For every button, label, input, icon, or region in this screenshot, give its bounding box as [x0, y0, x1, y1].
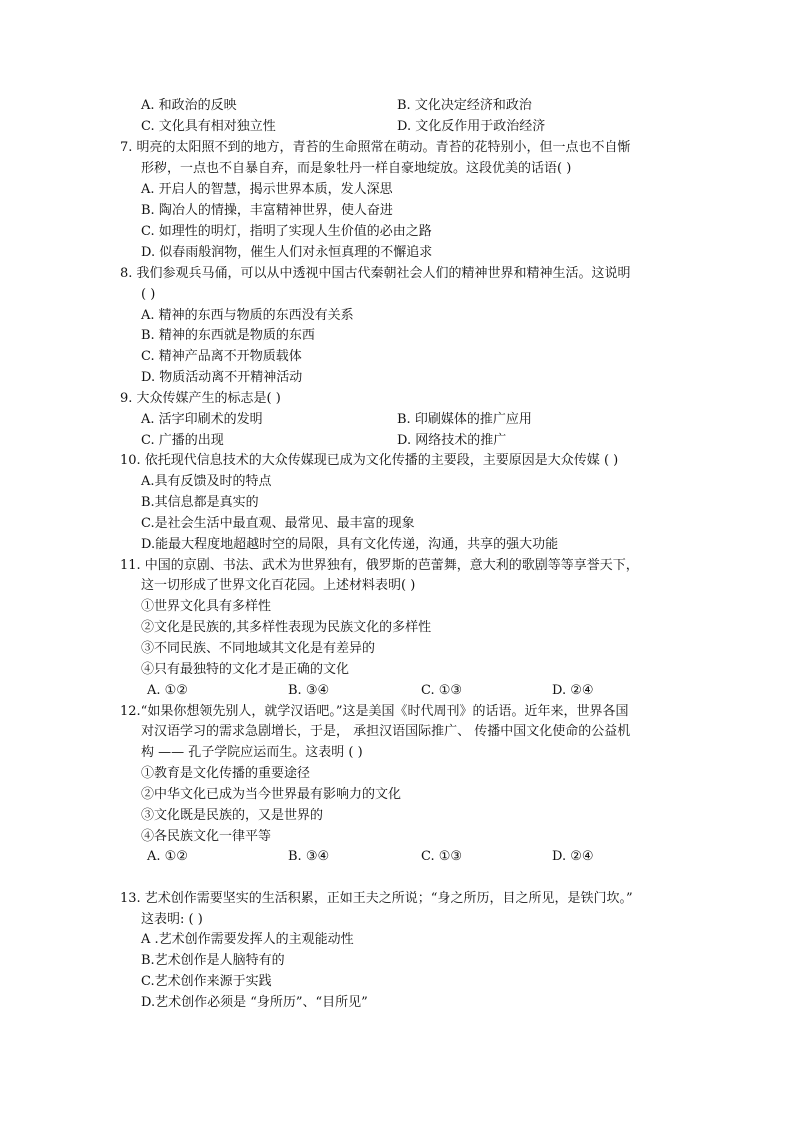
q12-stem-line2: 对汉语学习的需求急剧增长，于是， 承担汉语国际推广、 传播中国文化使命的公益机	[141, 724, 631, 739]
q13-stem-line2: 这表明: ( )	[141, 912, 203, 927]
q7-option-d: D. 似春雨般润物，催生人们对永恒真理的不懈追求	[141, 245, 433, 260]
q7-option-a: A. 开启人的智慧，揭示世界本质，发人深思	[141, 182, 393, 197]
q12-stem-line1: 12.“如果你想领先别人，就学汉语吧。”这是美国《时代周刊》的话语。近年来，世界各国	[120, 704, 629, 719]
q7-option-c: C. 如理性的明灯，指明了实现人生价值的必由之路	[141, 224, 432, 239]
q11-statement-4: ④只有最独特的文化才是正确的文化	[141, 662, 350, 677]
q6-option-b: B. 文化决定经济和政治	[397, 98, 532, 113]
q6-option-d: D. 文化反作用于政治经济	[397, 119, 546, 134]
q11-stem-line2: 这一切形成了世界文化百花园。上述材料表明( )	[141, 578, 416, 593]
q11-choice-b: B. ③④	[288, 683, 330, 698]
q10-option-c: C.是社会生活中最直观、最常见、最丰富的现象	[141, 516, 415, 531]
q10-option-b: B.其信息都是真实的	[141, 495, 259, 510]
q12-statement-1: ①教育是文化传播的重要途径	[141, 766, 311, 781]
q10-stem: 10. 依托现代信息技术的大众传媒现已成为文化传播的主要段，主要原因是大众传媒 ( )	[120, 453, 619, 468]
q9-option-a: A. 活字印刷术的发明	[141, 412, 263, 427]
q13-stem-line1: 13. 艺术创作需要坚实的生活积累，正如王夫之所说；“身之所历，目之所见，是铁门坎。”	[120, 891, 633, 906]
q12-choice-c: C. ①③	[421, 849, 463, 864]
q7-stem-line1: 7. 明亮的太阳照不到的地方，青苔的生命照常在萌动。青苔的花特别小，但一点也不自惭	[120, 140, 631, 155]
q10-option-d: D.能最大程度地超越时空的局限，具有文化传递，沟通，共享的强大功能	[141, 537, 559, 552]
q11-choice-a: A. ①②	[147, 683, 188, 698]
q11-choice-c: C. ①③	[421, 683, 463, 698]
q13-option-a: A .艺术创作需要发挥人的主观能动性	[141, 932, 354, 947]
q11-statement-1: ①世界文化具有多样性	[141, 599, 272, 614]
q12-statement-3: ③文化既是民族的，又是世界的	[141, 808, 324, 823]
q6-option-a: A. 和政治的反映	[141, 98, 237, 113]
q9-stem: 9. 大众传媒产生的标志是( )	[120, 391, 281, 406]
q8-option-d: D. 物质活动离不开精神活动	[141, 370, 303, 385]
q11-stem-line1: 11. 中国的京剧、书法、武术为世界独有，俄罗斯的芭蕾舞，意大利的歌剧等等享誉天下，	[120, 558, 639, 573]
q13-option-c: C.艺术创作来源于实践	[141, 974, 272, 989]
q8-option-a: A. 精神的东西与物质的东西没有关系	[141, 308, 354, 323]
q9-option-c: C. 广播的出现	[141, 433, 224, 448]
q12-stem-line3: 构 —— 孔子学院应运而生。这表明 ( )	[141, 745, 363, 760]
q12-choice-b: B. ③④	[288, 849, 330, 864]
q8-stem-line2: ( )	[141, 287, 156, 302]
q10-option-a: A.具有反馈及时的特点	[141, 474, 272, 489]
q7-stem-line2: 形秽，一点也不自暴自弃，而是象牡丹一样自豪地绽放。这段优美的话语( )	[141, 161, 572, 176]
q13-option-b: B.艺术创作是人脑特有的	[141, 953, 285, 968]
q11-choice-d: D. ②④	[552, 683, 594, 698]
q12-statement-4: ④各民族文化一律平等	[141, 829, 272, 844]
q8-option-b: B. 精神的东西就是物质的东西	[141, 328, 315, 343]
q8-stem-line1: 8. 我们参观兵马俑，可以从中透视中国古代秦朝社会人们的精神世界和精神生活。这说明	[120, 266, 631, 281]
q12-statement-2: ②中华文化已成为当今世界最有影响力的文化	[141, 787, 402, 802]
q7-option-b: B. 陶冶人的情操，丰富精神世界，使人奋进	[141, 203, 393, 218]
q13-option-d: D.艺术创作必须是 “身所历”、“目所见”	[141, 995, 368, 1010]
q9-option-d: D. 网络技术的推广	[397, 433, 507, 448]
q12-choice-d: D. ②④	[552, 849, 594, 864]
q9-option-b: B. 印刷媒体的推广应用	[397, 412, 532, 427]
q11-statement-2: ②文化是民族的,其多样性表现为民族文化的多样性	[141, 620, 432, 635]
q11-statement-3: ③不同民族、不同地域其文化是有差异的	[141, 641, 376, 656]
q6-option-c: C. 文化具有相对独立性	[141, 119, 276, 134]
q8-option-c: C. 精神产品离不开物质载体	[141, 349, 302, 364]
q12-choice-a: A. ①②	[147, 849, 188, 864]
